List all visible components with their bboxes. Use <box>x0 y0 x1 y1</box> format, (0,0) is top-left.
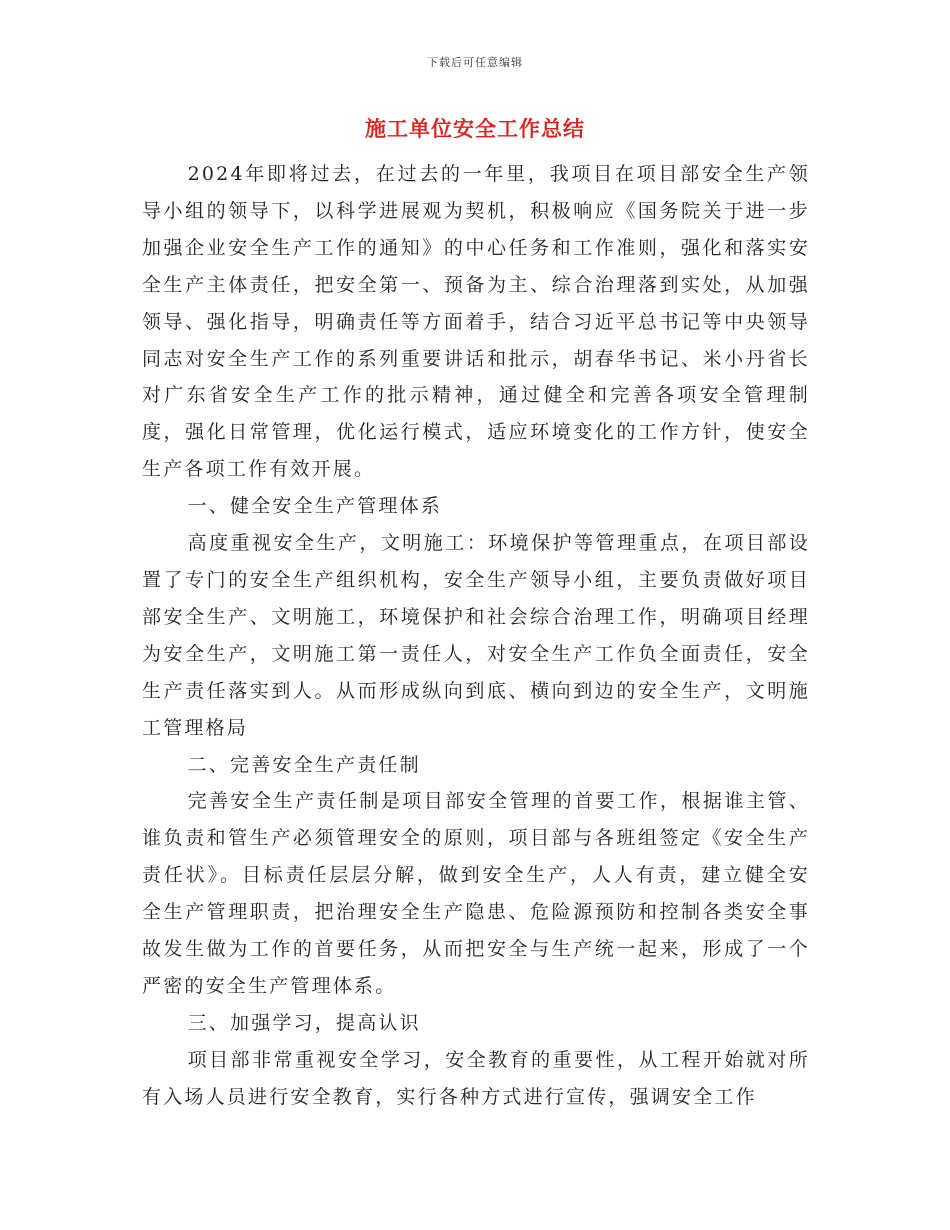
paragraph-intro: 2024年即将过去，在过去的一年里，我项目在项目部安全生产领导小组的领导下，以科学进展观为契机，积极响应《国务院关于进一步加强企业安全生产工作的通知》的中心任务和工作准则，强化和落实安全生产主体责任，把安全第一、预备为主、综合治理落到实处，从加强领导、强化指导，明确责任等方面着手，结合习近平总书记等中央领导同志对安全生产工作的系列重要讲话和批示，胡春华书记、米小丹省长对广东省安全生产工作的批示精神，通过健全和完善各项安全管理制度，强化日常管理，优化运行模式，适应环境变化的工作方针，使安全生产各项工作有效开展。 <box>142 163 810 481</box>
paragraph-section-2: 完善安全生产责任制是项目部安全管理的首要工作，根据谁主管、谁负责和管生产必须管理安全的原则，项目部与各班组签定《安全生产责任状》。目标责任层层分解，做到安全生产，人人有责，建立健全安全生产管理职责，把治理安全生产隐患、危险源预防和控制各类安全事故发生做为工作的首要任务，从而把安全与生产统一起来，形成了一个严密的安全生产管理体系。 <box>142 790 810 997</box>
section-heading-1: 一、健全安全生产管理体系 <box>187 495 442 518</box>
section-heading-2: 二、完善安全生产责任制 <box>187 753 421 776</box>
paragraph-section-3: 项目部非常重视安全学习，安全教育的重要性，从工程开始就对所有入场人员进行安全教育，实行各种方式进行宣传，强调安全工作 <box>142 1048 810 1108</box>
section-heading-3: 三、加强学习，提高认识 <box>187 1011 421 1034</box>
header-note: 下载后可任意编辑 <box>427 56 523 69</box>
document-body <box>142 156 810 1116</box>
document-title: 施工单位安全工作总结 <box>365 116 585 141</box>
paragraph-section-1: 高度重视安全生产，文明施工：环境保护等管理重点，在项目部设置了专门的安全生产组织机构，安全生产领导小组，主要负责做好项目部安全生产、文明施工，环境保护和社会综合治理工作，明确项目经理为安全生产，文明施工第一责任人，对安全生产工作负全面责任，安全生产责任落实到人。从而形成纵向到底、横向到边的安全生产，文明施工管理格局 <box>142 532 810 739</box>
